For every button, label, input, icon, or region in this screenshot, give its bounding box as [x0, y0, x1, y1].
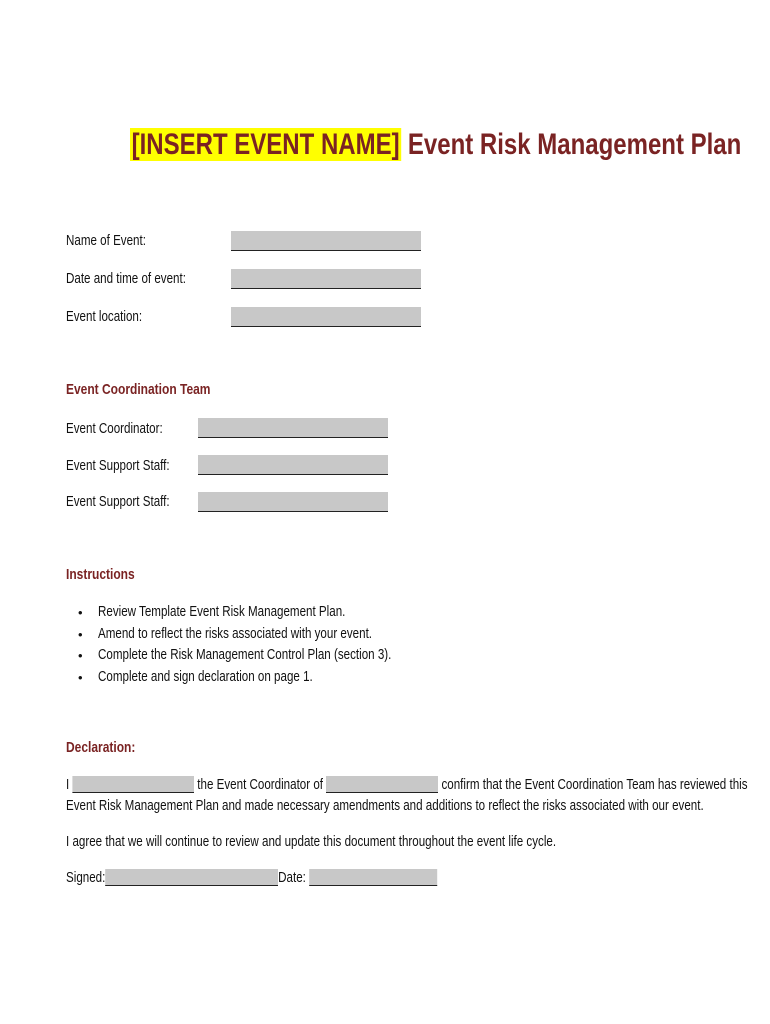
- date-field[interactable]: [309, 869, 437, 886]
- bullet-icon: •: [78, 605, 83, 620]
- bullet-icon: •: [78, 626, 83, 642]
- event-name-placeholder[interactable]: [INSERT EVENT NAME]: [131, 128, 400, 161]
- list-item: • Review Template Event Risk Management Plan.: [66, 602, 465, 624]
- organisation-field[interactable]: [326, 776, 438, 793]
- name-of-event-field[interactable]: [231, 231, 421, 251]
- event-coordinator-field[interactable]: [198, 418, 388, 438]
- list-item: • Complete the Risk Management Control Plan (section 3).: [66, 645, 465, 667]
- coordination-team-heading: Event Coordination Team: [66, 381, 211, 398]
- declaration-line-1: I the Event Coordinator of confirm that the Event Coordination Team has reviewed this: [66, 777, 748, 793]
- date-label: Date:: [278, 870, 306, 886]
- support-staff-label-2: Event Support Staff:: [66, 494, 170, 510]
- signature-field[interactable]: [105, 869, 278, 886]
- list-item: • Amend to reflect the risks associated with your event.: [66, 624, 465, 646]
- support-staff-label-1: Event Support Staff:: [66, 458, 170, 474]
- list-item: • Complete and sign declaration on page 1.: [66, 667, 465, 689]
- support-staff-field-2[interactable]: [198, 492, 388, 512]
- date-time-label: Date and time of event:: [66, 271, 186, 287]
- event-coordinator-label: Event Coordinator:: [66, 421, 163, 437]
- signature-line: [66, 869, 530, 886]
- instructions-list: [66, 602, 465, 688]
- signed-label: Signed:: [66, 870, 106, 886]
- declarant-name-field[interactable]: [72, 776, 194, 793]
- support-staff-field-1[interactable]: [198, 455, 388, 475]
- name-of-event-label: Name of Event:: [66, 233, 146, 249]
- title-text: Event Risk Management Plan: [401, 128, 742, 161]
- instructions-heading: Instructions: [66, 566, 135, 583]
- bullet-icon: •: [78, 648, 83, 663]
- bullet-icon: •: [78, 669, 83, 685]
- page-title: [130, 128, 770, 162]
- event-location-label: Event location:: [66, 309, 143, 325]
- declaration-line-2: Event Risk Management Plan and made necessary amendments and additions to reflect the risks associated with our event.: [66, 798, 704, 814]
- declaration-heading: Declaration:: [66, 739, 136, 756]
- declaration-agreement: I agree that we will continue to review and update this document throughout the event life cycle.: [66, 834, 557, 850]
- event-location-field[interactable]: [231, 307, 421, 327]
- date-time-field[interactable]: [231, 269, 421, 289]
